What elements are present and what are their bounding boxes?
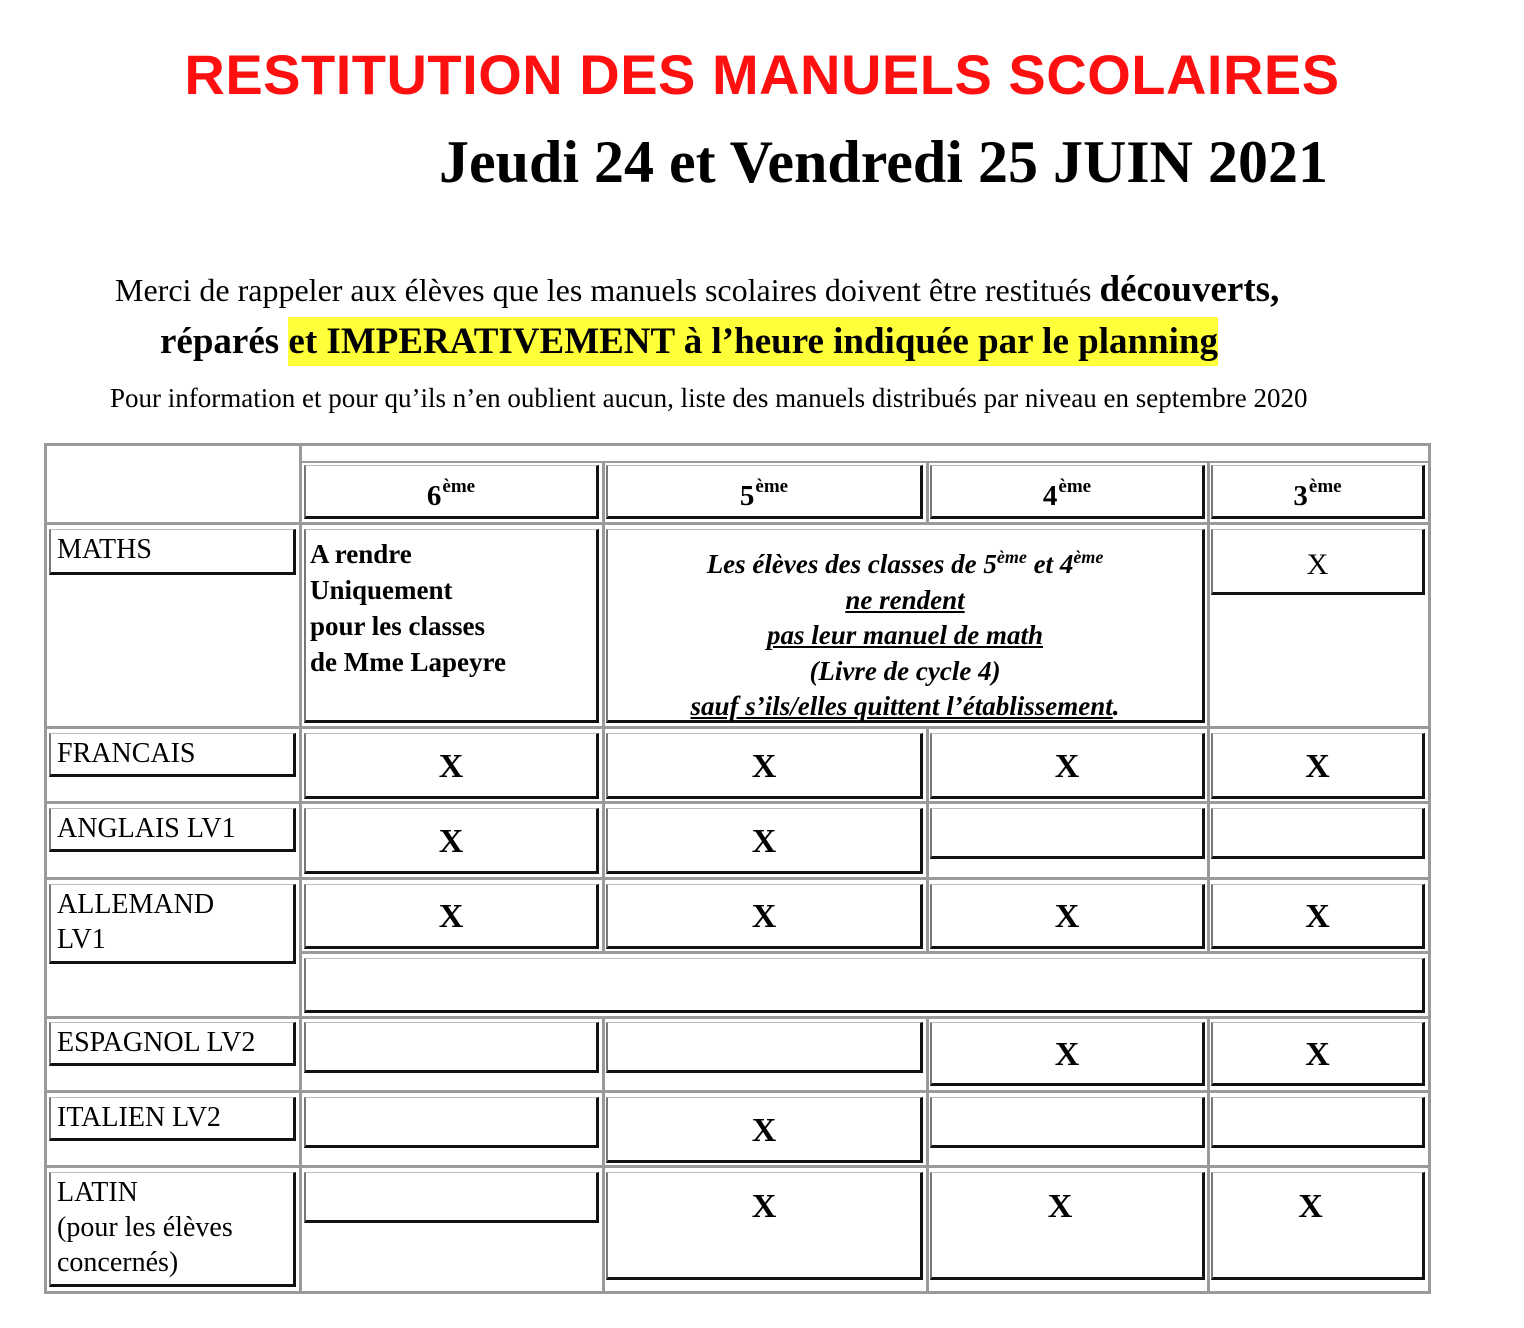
- anglais-6-mark: X: [438, 823, 464, 860]
- francais-6-cell: [304, 733, 599, 799]
- document-title: RESTITUTION DES MANUELS SCOLAIRES: [184, 43, 1340, 106]
- francais-6-mark: X: [438, 748, 464, 785]
- latin-5-cell: [606, 1172, 923, 1280]
- italien-5-mark: X: [751, 1112, 777, 1149]
- header-level-3-label: 3ème: [1293, 476, 1342, 512]
- row-label-allemand: [49, 884, 296, 964]
- row-label-maths-text: MATHS: [57, 534, 152, 565]
- intro-line-1: [115, 268, 1279, 311]
- row-label-italien-text: ITALIEN LV2: [57, 1102, 221, 1133]
- allemand-3-mark: X: [1305, 898, 1330, 935]
- francais-4-mark: X: [1054, 748, 1080, 785]
- row-label-italien: [49, 1097, 296, 1141]
- intro-line-2-bold: réparés: [160, 321, 289, 362]
- empty-spacer-cell: [304, 958, 1425, 1013]
- maths-3-cell: [1211, 529, 1425, 595]
- allemand-5-cell: [606, 884, 923, 949]
- anglais-3-cell: [1211, 808, 1425, 859]
- row-label-espagnol-text: ESPAGNOL LV2: [57, 1027, 256, 1058]
- espagnol-3-cell: [1211, 1022, 1425, 1086]
- allemand-5-mark: X: [751, 898, 777, 935]
- intro-line-1-bold: découverts,: [1099, 269, 1280, 310]
- allemand-3-cell: [1211, 884, 1425, 949]
- allemand-4-mark: X: [1054, 898, 1080, 935]
- intro-line-2: [160, 320, 1218, 363]
- espagnol-4-cell: [930, 1022, 1205, 1086]
- latin-4-cell: [930, 1172, 1205, 1280]
- header-level-6-label: 6ème: [426, 476, 476, 512]
- espagnol-3-mark: X: [1305, 1036, 1330, 1073]
- allemand-6-cell: [304, 884, 599, 949]
- maths-6-note-text: A rendre Uniquement pour les classes de Mme Lapeyre: [310, 539, 506, 677]
- info-note: Pour information et pour qu’ils n’en oublient aucun, liste des manuels distribués par niveau en septembre 2020: [110, 383, 1308, 413]
- header-level-6: [304, 465, 599, 519]
- header-level-4-label: 4ème: [1042, 476, 1092, 512]
- row-label-maths: [49, 529, 296, 575]
- anglais-4-cell: [930, 808, 1205, 859]
- maths-3-mark: X: [1306, 548, 1329, 581]
- latin-3-mark: X: [1298, 1188, 1323, 1225]
- intro-line-1-text: Merci de rappeler aux élèves que les manuels scolaires doivent être restitués: [115, 272, 1100, 308]
- francais-3-cell: [1211, 733, 1425, 799]
- header-level-5-label: 5ème: [739, 476, 789, 512]
- francais-4-cell: [930, 733, 1205, 799]
- italien-3-cell: [1211, 1097, 1425, 1148]
- row-label-francais-text: FRANCAIS: [57, 738, 196, 769]
- maths-6-note: [304, 529, 599, 723]
- latin-3-cell: [1211, 1172, 1425, 1280]
- francais-5-mark: X: [751, 748, 777, 785]
- latin-6-cell: [304, 1172, 599, 1223]
- espagnol-4-mark: X: [1054, 1036, 1080, 1073]
- row-label-anglais-text: ANGLAIS LV1: [57, 813, 236, 844]
- francais-3-mark: X: [1305, 748, 1330, 785]
- anglais-5-mark: X: [751, 823, 777, 860]
- row-label-francais: [49, 733, 296, 777]
- anglais-5-cell: [606, 808, 923, 874]
- allemand-6-mark: X: [438, 898, 464, 935]
- maths-5-4-note-text: Les élèves des classes de 5ème et 4ème ne rendent pas leur manuel de math (Livre de cycle 4) sauf s’ils/elles quittent l’établissement.: [690, 547, 1120, 721]
- espagnol-5-cell: [606, 1022, 923, 1073]
- espagnol-6-cell: [304, 1022, 599, 1073]
- header-level-3: [1211, 465, 1425, 519]
- italien-6-cell: [304, 1097, 599, 1148]
- row-label-latin-text: LATIN (pour les élèves concernés): [57, 1177, 233, 1278]
- highlighted-instruction: et IMPERATIVEMENT à l’heure indiquée par le planning: [288, 317, 1218, 366]
- allemand-4-cell: [930, 884, 1205, 949]
- italien-5-cell: [606, 1097, 923, 1163]
- latin-4-mark: X: [1047, 1188, 1073, 1225]
- row-label-espagnol: [49, 1022, 296, 1066]
- row-label-anglais: [49, 808, 296, 852]
- latin-5-mark: X: [751, 1188, 777, 1225]
- maths-5-4-note: [606, 529, 1205, 723]
- italien-4-cell: [930, 1097, 1205, 1148]
- header-level-5: [606, 465, 923, 519]
- francais-5-cell: [606, 733, 923, 799]
- anglais-6-cell: [304, 808, 599, 874]
- row-label-latin: [49, 1172, 296, 1287]
- row-label-allemand-text: ALLEMAND LV1: [57, 889, 215, 955]
- document-subtitle: Jeudi 24 et Vendredi 25 JUIN 2021: [439, 129, 1328, 195]
- header-level-4: [930, 465, 1205, 519]
